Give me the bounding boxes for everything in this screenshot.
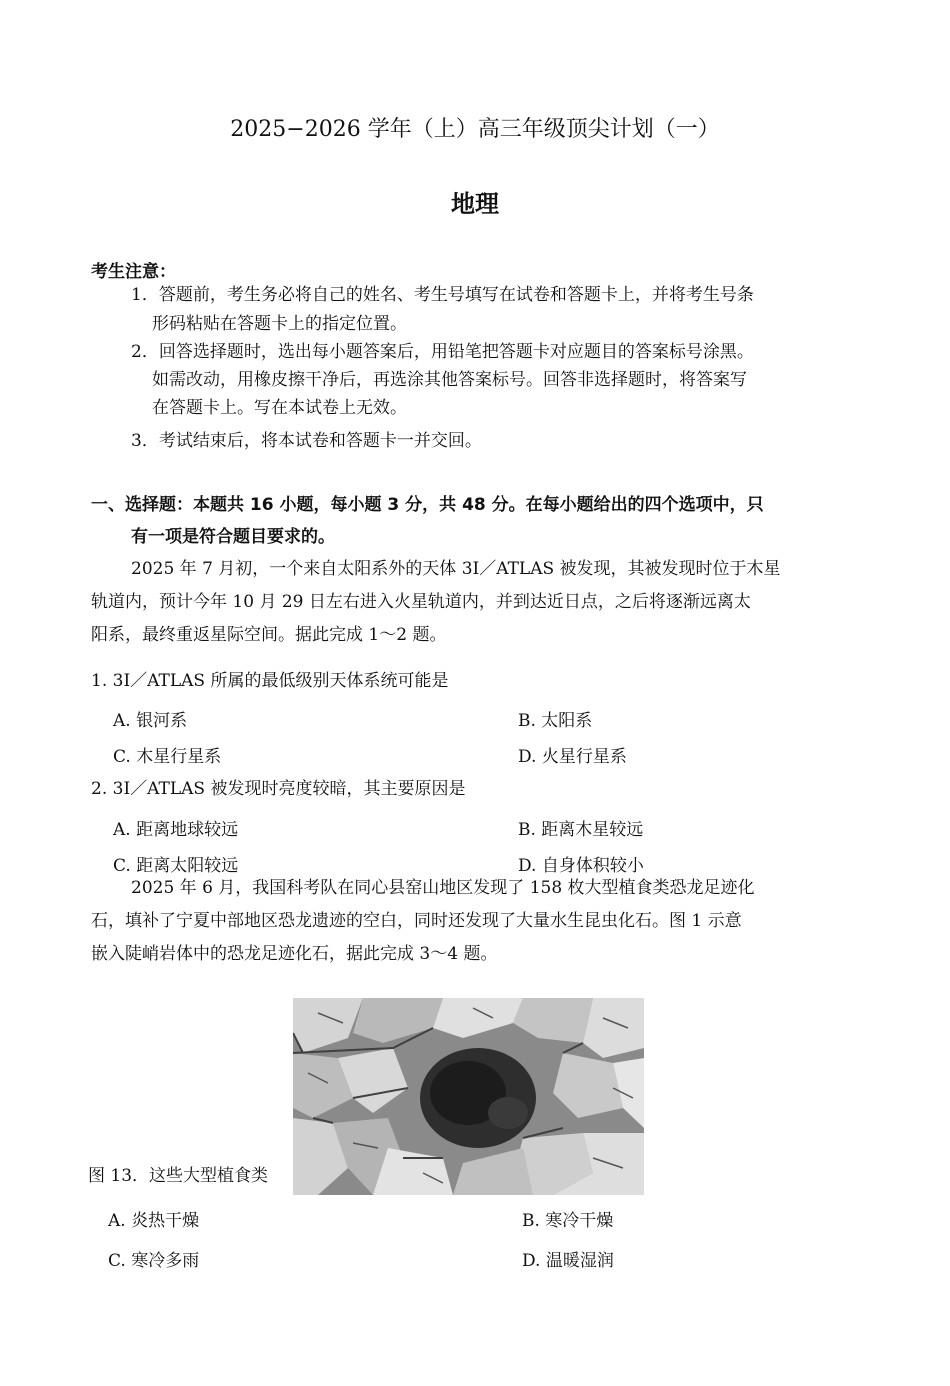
question-1-option-b: B. 太阳系: [518, 711, 593, 731]
passage1-line2: 轨道内，预计今年 10 月 29 日左右进入火星轨道内，并到达近日点，之后将逐渐远离太: [91, 592, 751, 612]
question-2-option-c: C. 距离太阳较远: [113, 856, 239, 876]
section-heading-line1: 一、选择题：本题共 16 小题，每小题 3 分，共 48 分。在每小题给出的四个选项中，只: [91, 495, 764, 515]
notice-item-2-line3: 在答题卡上。写在本试卷上无效。: [152, 398, 407, 418]
notice-item-2-line1: 2．回答选择题时，选出每小题答案后，用铅笔把答题卡对应题目的答案标号涂黑。: [131, 342, 754, 362]
notice-item-1-line1: 1．答题前，考生务必将自己的姓名、考生号填写在试卷和答题卡上，并将考生号条: [131, 285, 754, 305]
question-1-option-d: D. 火星行星系: [518, 747, 627, 767]
dinosaur-footprint-photo: [293, 998, 644, 1195]
question-1-option-a: A. 银河系: [113, 711, 188, 731]
question-3-option-a: A. 炎热干燥: [108, 1211, 200, 1231]
notice-item-3: 3．考试结束后，将本试卷和答题卡一并交回。: [131, 431, 482, 451]
notice-item-1-line2: 形码粘贴在答题卡上的指定位置。: [152, 314, 407, 334]
question-3-option-d: D. 温暖湿润: [522, 1251, 614, 1271]
question-2-option-a: A. 距离地球较远: [113, 820, 239, 840]
question-1-stem: 1. 3I／ATLAS 所属的最低级别天体系统可能是: [91, 671, 449, 691]
notice-heading: 考生注意：: [91, 262, 176, 282]
question-3-option-c: C. 寒冷多雨: [108, 1251, 200, 1271]
question-2-stem: 2. 3I／ATLAS 被发现时亮度较暗，其主要原因是: [91, 779, 466, 799]
passage2-line3: 嵌入陡峭岩体中的恐龙足迹化石，据此完成 3～4 题。: [91, 944, 498, 964]
question-2-option-d: D. 自身体积较小: [518, 856, 644, 876]
notice-item-2-line2: 如需改动，用橡皮擦干净后，再选涂其他答案标号。回答非选择题时，将答案写: [152, 370, 747, 390]
subject-title: 地理: [451, 190, 499, 218]
section-heading-line2: 有一项是符合题目要求的。: [131, 527, 335, 547]
question-2-option-b: B. 距离木星较远: [518, 820, 644, 840]
passage2-line2: 石，填补了宁夏中部地区恐龙遗迹的空白，同时还发现了大量水生昆虫化石。图 1 示意: [91, 911, 742, 931]
passage1-line3: 阳系，最终重返星际空间。据此完成 1～2 题。: [91, 625, 447, 645]
passage1-line1: 2025 年 7 月初，一个来自太阳系外的天体 3I／ATLAS 被发现，其被发现时位于木星: [131, 559, 781, 579]
exam-title: 2025−2026 学年（上）高三年级顶尖计划（一）: [230, 117, 720, 142]
question-3-option-b: B. 寒冷干燥: [522, 1211, 614, 1231]
question-1-option-c: C. 木星行星系: [113, 747, 222, 767]
question-3-stem: 图 13．这些大型植食类: [88, 1166, 269, 1186]
passage2-line1: 2025 年 6 月，我国科考队在同心县窑山地区发现了 158 枚大型植食类恐龙足迹化: [131, 878, 755, 898]
